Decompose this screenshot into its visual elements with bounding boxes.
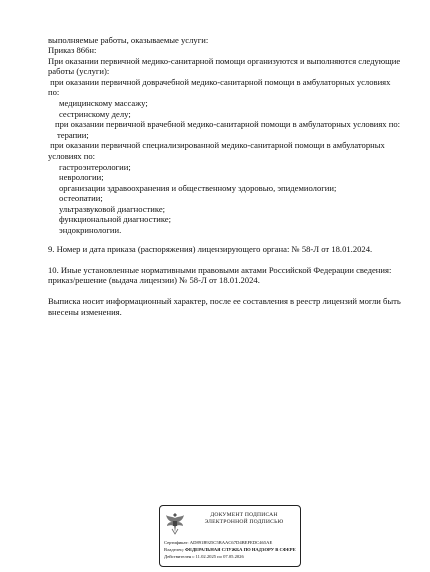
text-line: Выписка носит информационный характер, после ее составления в реестр лицензий могли быть	[48, 296, 401, 306]
text-line: организации здравоохранения и общественному здоровью, эпидемиологии;	[59, 183, 337, 193]
text-line: При оказании первичной медико-санитарной помощи организуются и выполняются следующие	[48, 56, 401, 66]
stamp-title-line: ЭЛЕКТРОННОЙ ПОДПИСЬЮ	[204, 519, 284, 525]
text-line: медицинскому массажу;	[59, 98, 148, 108]
owner-value: ФЕДЕРАЛЬНАЯ СЛУЖБА ПО НАДЗОРУ В СФЕРЕ	[185, 547, 296, 552]
text-line: при оказании первичной доврачебной медико-санитарной помощи в амбулаторных условиях	[48, 77, 391, 87]
text-line: работы (услуги):	[48, 66, 110, 76]
owner-label: Владелец:	[164, 547, 184, 552]
text-line: эндокринологии.	[59, 225, 122, 235]
owner-line	[164, 547, 296, 553]
text-line: внесены изменения.	[48, 307, 122, 317]
text-line: терапии;	[57, 130, 89, 140]
text-line: ультразвуковой диагностике;	[59, 204, 166, 214]
text-line: условиях по:	[48, 151, 96, 161]
text-line: Приказ 866н:	[48, 45, 97, 55]
text-line: при оказании первичной врачебной медико-санитарной помощи в амбулаторных условиях по:	[55, 119, 401, 129]
stamp-title-line: ДОКУМЕНТ ПОДПИСАН	[210, 512, 278, 518]
stamp-title	[190, 512, 298, 526]
text-line: функциональной диагностике;	[59, 214, 172, 224]
text-line: гастроэнтерологии;	[59, 162, 131, 172]
text-line: сестринскому делу;	[59, 109, 131, 119]
certificate-line: Сертификат: AD891B925C5BAAC67D4BEFEDC465AE	[164, 540, 273, 545]
text-line: неврологии;	[59, 172, 104, 182]
coat-of-arms-icon	[164, 510, 186, 536]
text-line: 10. Иные установленные нормативными правовыми актами Российской Федерации сведения:	[48, 265, 392, 275]
text-line: по:	[48, 87, 60, 97]
text-line: при оказании первичной специализированной медико-санитарной помощи в амбулаторных	[48, 140, 385, 150]
text-line: 9. Номер и дата приказа (распоряжения) лицензирующего органа: № 58-Л от 18.01.2024.	[48, 244, 373, 254]
electronic-signature-stamp	[159, 505, 301, 567]
validity-line: Действителен с 11.02.2025 по 07.05.2026	[164, 554, 244, 559]
text-line: остеопатии;	[59, 193, 103, 203]
text-line: выполняемые работы, оказываемые услуги:	[48, 35, 209, 45]
text-line: приказ/решение (выдача лицензии) № 58-Л от 18.01.2024.	[48, 275, 260, 285]
